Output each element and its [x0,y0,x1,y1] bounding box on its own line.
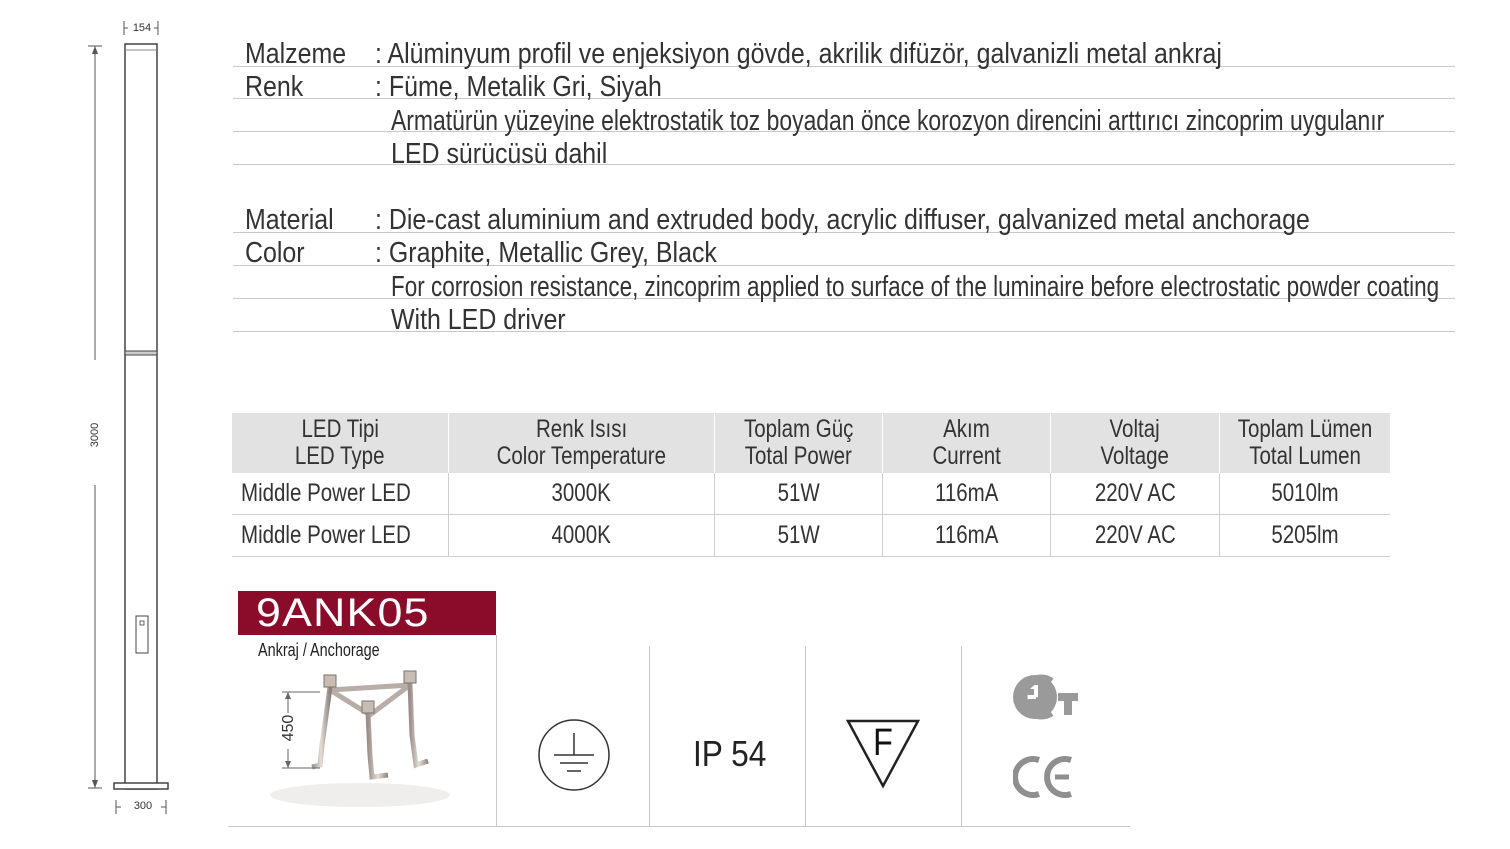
material-value-tr: : Alüminyum profil ve enjeksiyon gövde, akrilik difüzör, galvanizli metal ankraj [375,38,1222,70]
dimension-height: 3000 [89,422,101,448]
table-cell: 116mA [934,479,999,507]
table-cell: 220V AC [1094,479,1176,507]
table-cell: 5205lm [1271,521,1339,549]
header-total-lumen: Toplam Lümen Total Lumen [1220,413,1390,473]
spec-table [232,413,1390,557]
gost-r-pct-icon [1011,672,1081,722]
material-label-en: Material [245,204,334,236]
table-cell: 3000K [551,479,612,507]
header-total-power: Toplam Güç Total Power [715,413,883,473]
ce-mark-icon [1013,756,1075,798]
header-voltage: Voltaj Voltage [1051,413,1220,473]
table-cell: 220V AC [1094,521,1176,549]
product-code-banner [238,591,496,635]
note1-en: For corrosion resistance, zincoprim applied to surface of the luminaire before electrostatic powder coating [391,271,1440,303]
earth-ground-icon [536,717,612,793]
f-mark-letter: F [873,722,893,764]
table-row [232,473,1390,515]
table-cell: 51W [777,521,820,549]
table-cell: 116mA [934,521,999,549]
dimension-top-width: 154 [132,22,152,34]
ip-rating: IP 54 [693,733,767,774]
header-current: Akım Current [883,413,1051,473]
anchor-height-label: 450 [280,714,297,742]
table-cell: Middle Power LED [241,479,411,507]
anchorage-label: Ankraj / Anchorage [258,640,380,660]
color-label-tr: Renk [245,71,304,103]
note2-en: With LED driver [391,304,566,336]
color-label-en: Color [245,237,305,269]
note2-tr: LED sürücüsü dahil [391,138,608,170]
material-value-en: : Die-cast aluminium and extruded body, acrylic diffuser, galvanized metal anchorage [375,204,1310,236]
note1-tr: Armatürün yüzeyine elektrostatik toz boyadan önce korozyon direncini arttırıcı zincoprim uygulanır [391,105,1385,137]
pole-drawing [80,15,190,820]
table-cell: 51W [777,479,820,507]
table-cell: 5010lm [1271,479,1339,507]
dimension-base-width: 300 [133,800,153,812]
product-code: 9ANK05 [256,591,430,635]
table-header-row [232,413,1390,473]
color-value-tr: : Füme, Metalik Gri, Siyah [375,71,662,103]
material-label-tr: Malzeme [245,38,347,70]
color-value-en: : Graphite, Metallic Grey, Black [375,237,717,269]
header-led-type: LED Tipi LED Type [232,413,449,473]
header-color-temperature: Renk Isısı Color Temperature [449,413,715,473]
table-row [232,515,1390,557]
table-cell: Middle Power LED [241,521,411,549]
table-cell: 4000K [551,521,612,549]
